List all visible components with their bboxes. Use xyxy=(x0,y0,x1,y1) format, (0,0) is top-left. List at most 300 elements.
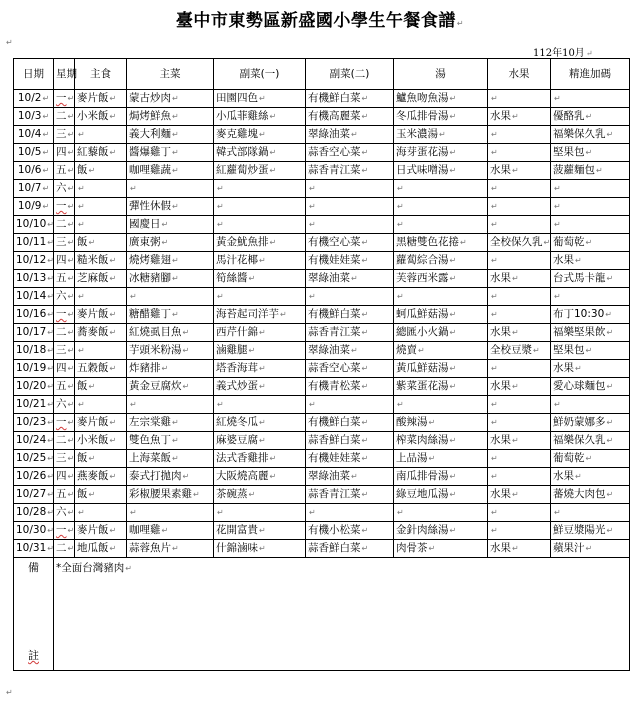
extra-cell: 水果↵ xyxy=(551,468,630,486)
side-dish-1-cell: 田園四色↵ xyxy=(214,90,306,108)
header-side-dish-2: 副菜(二) xyxy=(306,59,394,90)
side-dish-2-text: 蒜香空心菜 xyxy=(308,146,361,158)
extra-cell: 鮮奶蒙娜多↵ xyxy=(551,414,630,432)
table-row xyxy=(14,450,630,468)
staple-cell: 麥片飯↵ xyxy=(75,306,127,324)
date-cell: 10/25↵ xyxy=(14,450,54,468)
extra-text: 福樂堅果飲 xyxy=(553,326,606,338)
table-row xyxy=(14,540,630,558)
date-text: 10/21 xyxy=(16,398,47,410)
date-cell: 10/17↵ xyxy=(14,324,54,342)
table-row xyxy=(14,414,630,432)
table-row xyxy=(14,216,630,234)
extra-cell: ↵ xyxy=(551,90,630,108)
side-dish-1-text: 茶碗蒸 xyxy=(216,488,248,500)
note-label-top: 備 xyxy=(28,561,39,574)
main-dish-text: 炸豬排 xyxy=(129,362,161,374)
extra-cell: 葡萄乾↵ xyxy=(551,450,630,468)
fruit-cell: ↵ xyxy=(488,396,551,414)
staple-text: 麥片飯 xyxy=(77,92,109,104)
extra-cell: 台式馬卡龍↵ xyxy=(551,270,630,288)
date-cell: 10/26↵ xyxy=(14,468,54,486)
extra-text: 福樂保久乳 xyxy=(553,128,606,140)
side-dish-1-cell: 什錦滷味↵ xyxy=(214,540,306,558)
fruit-cell: ↵ xyxy=(488,468,551,486)
fruit-cell: ↵ xyxy=(488,126,551,144)
staple-text: 麥片飯 xyxy=(77,524,109,536)
main-dish-text: 咖哩雞 xyxy=(129,524,161,536)
date-cell: 10/11↵ xyxy=(14,234,54,252)
main-dish-text: 糖醋雞丁 xyxy=(129,308,171,320)
side-dish-2-cell: 蒜香青江菜↵ xyxy=(306,162,394,180)
date-text: 10/24 xyxy=(16,434,47,446)
soup-text: 金針肉絲湯 xyxy=(396,524,449,536)
side-dish-2-cell: ↵ xyxy=(306,180,394,198)
date-cell: 10/18↵ xyxy=(14,342,54,360)
side-dish-2-cell: 有機娃娃菜↵ xyxy=(306,252,394,270)
side-dish-2-cell: 有機娃娃菜↵ xyxy=(306,450,394,468)
extra-cell: 蕃燒大肉包↵ xyxy=(551,486,630,504)
side-dish-1-text: 韓式部隊鍋 xyxy=(216,146,269,158)
staple-cell: ↵ xyxy=(75,198,127,216)
extra-cell: 菠蘿麵包↵ xyxy=(551,162,630,180)
side-dish-2-cell: 蒜香青江菜↵ xyxy=(306,486,394,504)
main-dish-cell: 義大利麵↵ xyxy=(127,126,214,144)
table-row xyxy=(14,342,630,360)
extra-cell: 水果↵ xyxy=(551,360,630,378)
side-dish-1-cell: ↵ xyxy=(214,216,306,234)
main-dish-text: 左宗棠雞 xyxy=(129,416,171,428)
date-cell: 10/19↵ xyxy=(14,360,54,378)
weekday-text: 一 xyxy=(56,524,67,536)
weekday-text: 六 xyxy=(56,506,67,518)
extra-cell: 水果↵ xyxy=(551,252,630,270)
extra-text: 愛心球麵包 xyxy=(553,380,606,392)
side-dish-2-cell: 翠綠油菜↵ xyxy=(306,270,394,288)
main-dish-cell: 糖醋雞丁↵ xyxy=(127,306,214,324)
weekday-text: 三 xyxy=(56,452,67,464)
side-dish-1-cell: 筍絲醬↵ xyxy=(214,270,306,288)
weekday-text: 一 xyxy=(56,308,67,320)
fruit-cell: 水果↵ xyxy=(488,324,551,342)
staple-cell: ↵ xyxy=(75,396,127,414)
staple-cell: ↵ xyxy=(75,288,127,306)
side-dish-1-cell: 花開富貴↵ xyxy=(214,522,306,540)
fruit-text: 全校保久乳 xyxy=(490,236,543,248)
side-dish-1-cell: ↵ xyxy=(214,198,306,216)
soup-cell: ↵ xyxy=(394,180,488,198)
weekday-cell: 四↵ xyxy=(54,468,75,486)
date-text: 10/16 xyxy=(16,308,47,320)
soup-cell: 總匯小火鍋↵ xyxy=(394,324,488,342)
side-dish-1-cell: 紅蘿蔔炒蛋↵ xyxy=(214,162,306,180)
table-row xyxy=(14,288,630,306)
side-dish-1-cell: 麥克雞塊↵ xyxy=(214,126,306,144)
weekday-text: 四 xyxy=(56,362,67,374)
extra-text: 蕃燒大肉包 xyxy=(553,488,606,500)
extra-text: 福樂保久乳 xyxy=(553,434,606,446)
side-dish-1-text: 花開富貴 xyxy=(216,524,258,536)
side-dish-2-text: 翠綠油菜 xyxy=(308,344,350,356)
weekday-text: 一 xyxy=(56,416,67,428)
weekday-text: 二 xyxy=(56,110,67,122)
weekday-cell: 一↵ xyxy=(54,522,75,540)
weekday-cell: 四↵ xyxy=(54,252,75,270)
side-dish-2-cell: 有機鮮白菜↵ xyxy=(306,306,394,324)
side-dish-2-cell: 翠綠油菜↵ xyxy=(306,126,394,144)
main-dish-cell: 左宗棠雞↵ xyxy=(127,414,214,432)
soup-cell: ↵ xyxy=(394,288,488,306)
table-row xyxy=(14,270,630,288)
main-dish-cell: 醬爆雞丁↵ xyxy=(127,144,214,162)
weekday-cell: 四↵ xyxy=(54,144,75,162)
header-fruit: 水果 xyxy=(488,59,551,90)
main-dish-cell: 蒜蓉魚片↵ xyxy=(127,540,214,558)
staple-text: 五穀飯 xyxy=(77,362,109,374)
extra-text: 堅果包 xyxy=(553,344,585,356)
extra-text: 優酪乳 xyxy=(553,110,585,122)
fruit-text: 水果 xyxy=(490,542,511,554)
main-dish-text: 黃金豆腐炊 xyxy=(129,380,182,392)
main-dish-cell: 咖哩雞↵ xyxy=(127,522,214,540)
date-cell: 10/2↵ xyxy=(14,90,54,108)
weekday-text: 一 xyxy=(56,92,67,104)
note-row xyxy=(14,558,630,671)
note-text: *全面台灣豬肉 xyxy=(56,562,125,574)
main-dish-text: 紅燒虱目魚 xyxy=(129,326,182,338)
weekday-cell: 五↵ xyxy=(54,270,75,288)
staple-text: 飯 xyxy=(77,380,88,392)
side-dish-2-text: 蒜香青江菜 xyxy=(308,164,361,176)
soup-text: 上品湯 xyxy=(396,452,428,464)
staple-cell: 芝麻飯↵ xyxy=(75,270,127,288)
soup-cell: ↵ xyxy=(394,396,488,414)
staple-cell: 飯↵ xyxy=(75,450,127,468)
side-dish-2-cell: 翠綠油菜↵ xyxy=(306,342,394,360)
side-dish-2-text: 有機鮮白菜 xyxy=(308,92,361,104)
side-dish-2-cell: 蒜香鮮白菜↵ xyxy=(306,432,394,450)
soup-text: 綠豆地瓜湯 xyxy=(396,488,449,500)
header-soup: 湯 xyxy=(394,59,488,90)
weekday-text: 二 xyxy=(56,218,67,230)
side-dish-2-cell: ↵ xyxy=(306,216,394,234)
extra-text: 蘋果汁 xyxy=(553,542,585,554)
extra-cell: ↵ xyxy=(551,180,630,198)
date-cell: 10/23↵ xyxy=(14,414,54,432)
soup-text: 榨菜肉絲湯 xyxy=(396,434,449,446)
soup-cell: 日式味噌湯↵ xyxy=(394,162,488,180)
side-dish-2-text: 有機高麗菜 xyxy=(308,110,361,122)
soup-text: 酸辣湯 xyxy=(396,416,428,428)
staple-text: 飯 xyxy=(77,488,88,500)
weekday-text: 三 xyxy=(56,236,67,248)
page-title: 臺中市東勢區新盛國小學生午餐食譜↵ xyxy=(175,11,465,31)
side-dish-2-text: 蒜香鮮白菜 xyxy=(308,542,361,554)
extra-cell: ↵ xyxy=(551,198,630,216)
fruit-text: 水果 xyxy=(490,110,511,122)
side-dish-1-cell: 滷雞腿↵ xyxy=(214,342,306,360)
header-side-dish-1: 副菜(一) xyxy=(214,59,306,90)
date-cell: 10/6↵ xyxy=(14,162,54,180)
staple-cell: ↵ xyxy=(75,216,127,234)
date-cell: 10/9↵ xyxy=(14,198,54,216)
staple-cell: 飯↵ xyxy=(75,378,127,396)
soup-cell: ↵ xyxy=(394,198,488,216)
staple-cell: ↵ xyxy=(75,342,127,360)
main-dish-cell: ↵ xyxy=(127,396,214,414)
fruit-cell: ↵ xyxy=(488,306,551,324)
staple-cell: 燕麥飯↵ xyxy=(75,468,127,486)
weekday-cell: 一↵ xyxy=(54,90,75,108)
soup-text: 肉骨茶 xyxy=(396,542,428,554)
weekday-cell: 一↵ xyxy=(54,414,75,432)
header-date: 日期 xyxy=(14,59,54,90)
weekday-text: 一 xyxy=(56,200,67,212)
staple-text: 小米飯 xyxy=(77,110,109,122)
staple-text: 芝麻飯 xyxy=(77,272,109,284)
extra-cell: ↵ xyxy=(551,216,630,234)
staple-text: 蕎麥飯 xyxy=(77,326,109,338)
staple-text: 飯 xyxy=(77,452,88,464)
weekday-cell: 六↵ xyxy=(54,288,75,306)
side-dish-1-text: 馬汁花椰 xyxy=(216,254,258,266)
main-dish-cell: 炸豬排↵ xyxy=(127,360,214,378)
fruit-text: 全校豆漿 xyxy=(490,344,532,356)
staple-cell: 麥片飯↵ xyxy=(75,414,127,432)
side-dish-2-text: 蒜香空心菜 xyxy=(308,362,361,374)
weekday-cell: 一↵ xyxy=(54,306,75,324)
weekday-text: 五 xyxy=(56,272,67,284)
staple-cell: ↵ xyxy=(75,180,127,198)
side-dish-1-text: 小瓜菲雞絲 xyxy=(216,110,269,122)
header-main-dish: 主菜 xyxy=(127,59,214,90)
staple-cell: 地瓜飯↵ xyxy=(75,540,127,558)
side-dish-1-cell: 大阪燒高麗↵ xyxy=(214,468,306,486)
soup-cell: 黃瓜鮮菇湯↵ xyxy=(394,360,488,378)
date-cell: 10/10↵ xyxy=(14,216,54,234)
date-cell: 10/28↵ xyxy=(14,504,54,522)
date-text: 10/14 xyxy=(16,290,47,302)
soup-cell: 榨菜肉絲湯↵ xyxy=(394,432,488,450)
staple-text: 麥片飯 xyxy=(77,416,109,428)
side-dish-2-cell: 有機青松菜↵ xyxy=(306,378,394,396)
staple-text: 小米飯 xyxy=(77,434,109,446)
date-text: 10/12 xyxy=(16,254,47,266)
fruit-cell: ↵ xyxy=(488,180,551,198)
main-dish-text: 蒜蓉魚片 xyxy=(129,542,171,554)
main-dish-cell: 燒烤雞翅↵ xyxy=(127,252,214,270)
extra-cell: 蘋果汁↵ xyxy=(551,540,630,558)
staple-cell: 飯↵ xyxy=(75,162,127,180)
weekday-text: 四 xyxy=(56,254,67,266)
fruit-cell: 水果↵ xyxy=(488,432,551,450)
header-weekday: 星期 xyxy=(54,59,75,90)
soup-cell: 紫菜蛋花湯↵ xyxy=(394,378,488,396)
soup-cell: 燒賣↵ xyxy=(394,342,488,360)
date-cell: 10/16↵ xyxy=(14,306,54,324)
fruit-cell: ↵ xyxy=(488,504,551,522)
date-text: 10/28 xyxy=(16,506,47,518)
staple-cell: 小米飯↵ xyxy=(75,108,127,126)
date-text: 10/31 xyxy=(16,542,47,554)
weekday-cell: 二↵ xyxy=(54,432,75,450)
weekday-cell: 五↵ xyxy=(54,162,75,180)
side-dish-1-cell: 茶碗蒸↵ xyxy=(214,486,306,504)
soup-cell: 蘿蔔綜合湯↵ xyxy=(394,252,488,270)
soup-cell: 黑糖雙色花捲↵ xyxy=(394,234,488,252)
soup-cell: 蚵瓜鮮菇湯↵ xyxy=(394,306,488,324)
side-dish-1-text: 大阪燒高麗 xyxy=(216,470,269,482)
soup-cell: 芙蓉西米露↵ xyxy=(394,270,488,288)
weekday-cell: 三↵ xyxy=(54,450,75,468)
main-dish-text: 彩椒腰果素雞 xyxy=(129,488,192,500)
soup-cell: 上品湯↵ xyxy=(394,450,488,468)
extra-text: 菠蘿麵包 xyxy=(553,164,595,176)
weekday-text: 二 xyxy=(56,326,67,338)
main-dish-text: 國慶日 xyxy=(129,218,161,230)
fruit-cell: ↵ xyxy=(488,288,551,306)
extra-text: 葡萄乾 xyxy=(553,452,585,464)
side-dish-1-cell: ↵ xyxy=(214,504,306,522)
side-dish-1-text: 塔香海茸 xyxy=(216,362,258,374)
main-dish-cell: 泰式打拋肉↵ xyxy=(127,468,214,486)
fruit-cell: 水果↵ xyxy=(488,162,551,180)
extra-cell: 福樂堅果飲↵ xyxy=(551,324,630,342)
soup-cell: 綠豆地瓜湯↵ xyxy=(394,486,488,504)
note-label-bottom: 註 xyxy=(28,649,39,662)
fruit-cell: ↵ xyxy=(488,252,551,270)
staple-cell: 蕎麥飯↵ xyxy=(75,324,127,342)
date-cell: 10/3↵ xyxy=(14,108,54,126)
date-text: 10/18 xyxy=(16,344,47,356)
staple-cell: 飯↵ xyxy=(75,234,127,252)
header-extra: 精進加碼 xyxy=(551,59,630,90)
side-dish-1-cell: 馬汁花椰↵ xyxy=(214,252,306,270)
side-dish-1-cell: 義式炒蛋↵ xyxy=(214,378,306,396)
date-text: 10/13 xyxy=(16,272,47,284)
soup-text: 南瓜排骨湯 xyxy=(396,470,449,482)
soup-text: 芙蓉西米露 xyxy=(396,272,449,284)
date-text: 10/6 xyxy=(17,164,42,176)
side-dish-2-cell: 有機鮮白菜↵ xyxy=(306,90,394,108)
side-dish-1-cell: ↵ xyxy=(214,180,306,198)
staple-cell: 糙米飯↵ xyxy=(75,252,127,270)
date-cell: 10/20↵ xyxy=(14,378,54,396)
table-row xyxy=(14,180,630,198)
side-dish-2-cell: 蒜香青江菜↵ xyxy=(306,324,394,342)
weekday-cell: 二↵ xyxy=(54,216,75,234)
table-row xyxy=(14,522,630,540)
weekday-cell: 一↵ xyxy=(54,198,75,216)
side-dish-2-cell: 有機鮮白菜↵ xyxy=(306,414,394,432)
main-dish-text: 醬爆雞丁 xyxy=(129,146,171,158)
side-dish-2-cell: 翠綠油菜↵ xyxy=(306,468,394,486)
side-dish-1-cell: 法式香雞排↵ xyxy=(214,450,306,468)
extra-cell: 福樂保久乳↵ xyxy=(551,432,630,450)
extra-text: 鮮豆漿陽光 xyxy=(553,524,606,536)
extra-cell: ↵ xyxy=(551,504,630,522)
soup-cell: 冬瓜排骨湯↵ xyxy=(394,108,488,126)
date-cell: 10/14↵ xyxy=(14,288,54,306)
weekday-cell: 五↵ xyxy=(54,378,75,396)
side-dish-2-text: 有機青松菜 xyxy=(308,380,361,392)
main-dish-text: 蒙古炒肉 xyxy=(129,92,171,104)
extra-cell: 優酪乳↵ xyxy=(551,108,630,126)
soup-text: 燒賣 xyxy=(396,344,417,356)
side-dish-2-text: 翠綠油菜 xyxy=(308,272,350,284)
date-cell: 10/27↵ xyxy=(14,486,54,504)
side-dish-1-cell: 塔香海茸↵ xyxy=(214,360,306,378)
staple-text: 紅藜飯 xyxy=(77,146,109,158)
soup-text: 鱸魚吻魚湯 xyxy=(396,92,449,104)
side-dish-1-text: 麻婆豆腐 xyxy=(216,434,258,446)
side-dish-1-text: 田園四色 xyxy=(216,92,258,104)
date-cell: 10/24↵ xyxy=(14,432,54,450)
soup-cell: 玉米濃湯↵ xyxy=(394,126,488,144)
staple-text: 地瓜飯 xyxy=(77,542,109,554)
side-dish-2-text: 有機鮮白菜 xyxy=(308,416,361,428)
main-dish-text: 芋頭米粉湯 xyxy=(129,344,182,356)
fruit-cell: 水果↵ xyxy=(488,270,551,288)
main-dish-cell: 彈性休假↵ xyxy=(127,198,214,216)
date-cell: 10/4↵ xyxy=(14,126,54,144)
date-text: 10/2 xyxy=(17,92,42,104)
note-label-cell xyxy=(14,558,54,671)
weekday-text: 五 xyxy=(56,488,67,500)
table-row xyxy=(14,162,630,180)
fruit-cell: ↵ xyxy=(488,450,551,468)
main-dish-cell: 冰糖豬腳↵ xyxy=(127,270,214,288)
table-row xyxy=(14,306,630,324)
side-dish-1-text: 紅燒冬瓜 xyxy=(216,416,258,428)
fruit-cell: 水果↵ xyxy=(488,108,551,126)
table-row xyxy=(14,126,630,144)
fruit-cell: 水果↵ xyxy=(488,486,551,504)
side-dish-1-text: 義式炒蛋 xyxy=(216,380,258,392)
side-dish-2-text: 翠綠油菜 xyxy=(308,128,350,140)
extra-cell: ↵ xyxy=(551,396,630,414)
side-dish-1-cell: 紅燒冬瓜↵ xyxy=(214,414,306,432)
soup-text: 蘿蔔綜合湯 xyxy=(396,254,449,266)
weekday-cell: 二↵ xyxy=(54,108,75,126)
margin-paragraph-mark: ↵ xyxy=(6,688,13,697)
note-text-cell: *全面台灣豬肉↵ xyxy=(54,558,630,671)
fruit-cell: ↵ xyxy=(488,90,551,108)
weekday-cell: 二↵ xyxy=(54,324,75,342)
side-dish-1-cell: 海苔起司洋芋↵ xyxy=(214,306,306,324)
table-header-row xyxy=(14,59,630,90)
main-dish-cell: 上海菜飯↵ xyxy=(127,450,214,468)
main-dish-cell: 咖哩雞蔬↵ xyxy=(127,162,214,180)
side-dish-2-text: 有機小松菜 xyxy=(308,524,361,536)
soup-cell: 酸辣湯↵ xyxy=(394,414,488,432)
fruit-text: 水果 xyxy=(490,164,511,176)
extra-text: 鮮奶蒙娜多 xyxy=(553,416,606,428)
side-dish-1-text: 紅蘿蔔炒蛋 xyxy=(216,164,269,176)
extra-cell: 葡萄乾↵ xyxy=(551,234,630,252)
date-text: 10/20 xyxy=(16,380,47,392)
weekday-text: 五 xyxy=(56,380,67,392)
side-dish-2-text: 翠綠油菜 xyxy=(308,470,350,482)
side-dish-1-text: 法式香雞排 xyxy=(216,452,269,464)
date-text: 10/23 xyxy=(16,416,47,428)
main-dish-text: 廣東粥 xyxy=(129,236,161,248)
weekday-text: 三 xyxy=(56,128,67,140)
soup-cell: 金針肉絲湯↵ xyxy=(394,522,488,540)
side-dish-2-text: 有機娃娃菜 xyxy=(308,452,361,464)
extra-text: 水果 xyxy=(553,362,574,374)
date-text: 10/27 xyxy=(16,488,47,500)
